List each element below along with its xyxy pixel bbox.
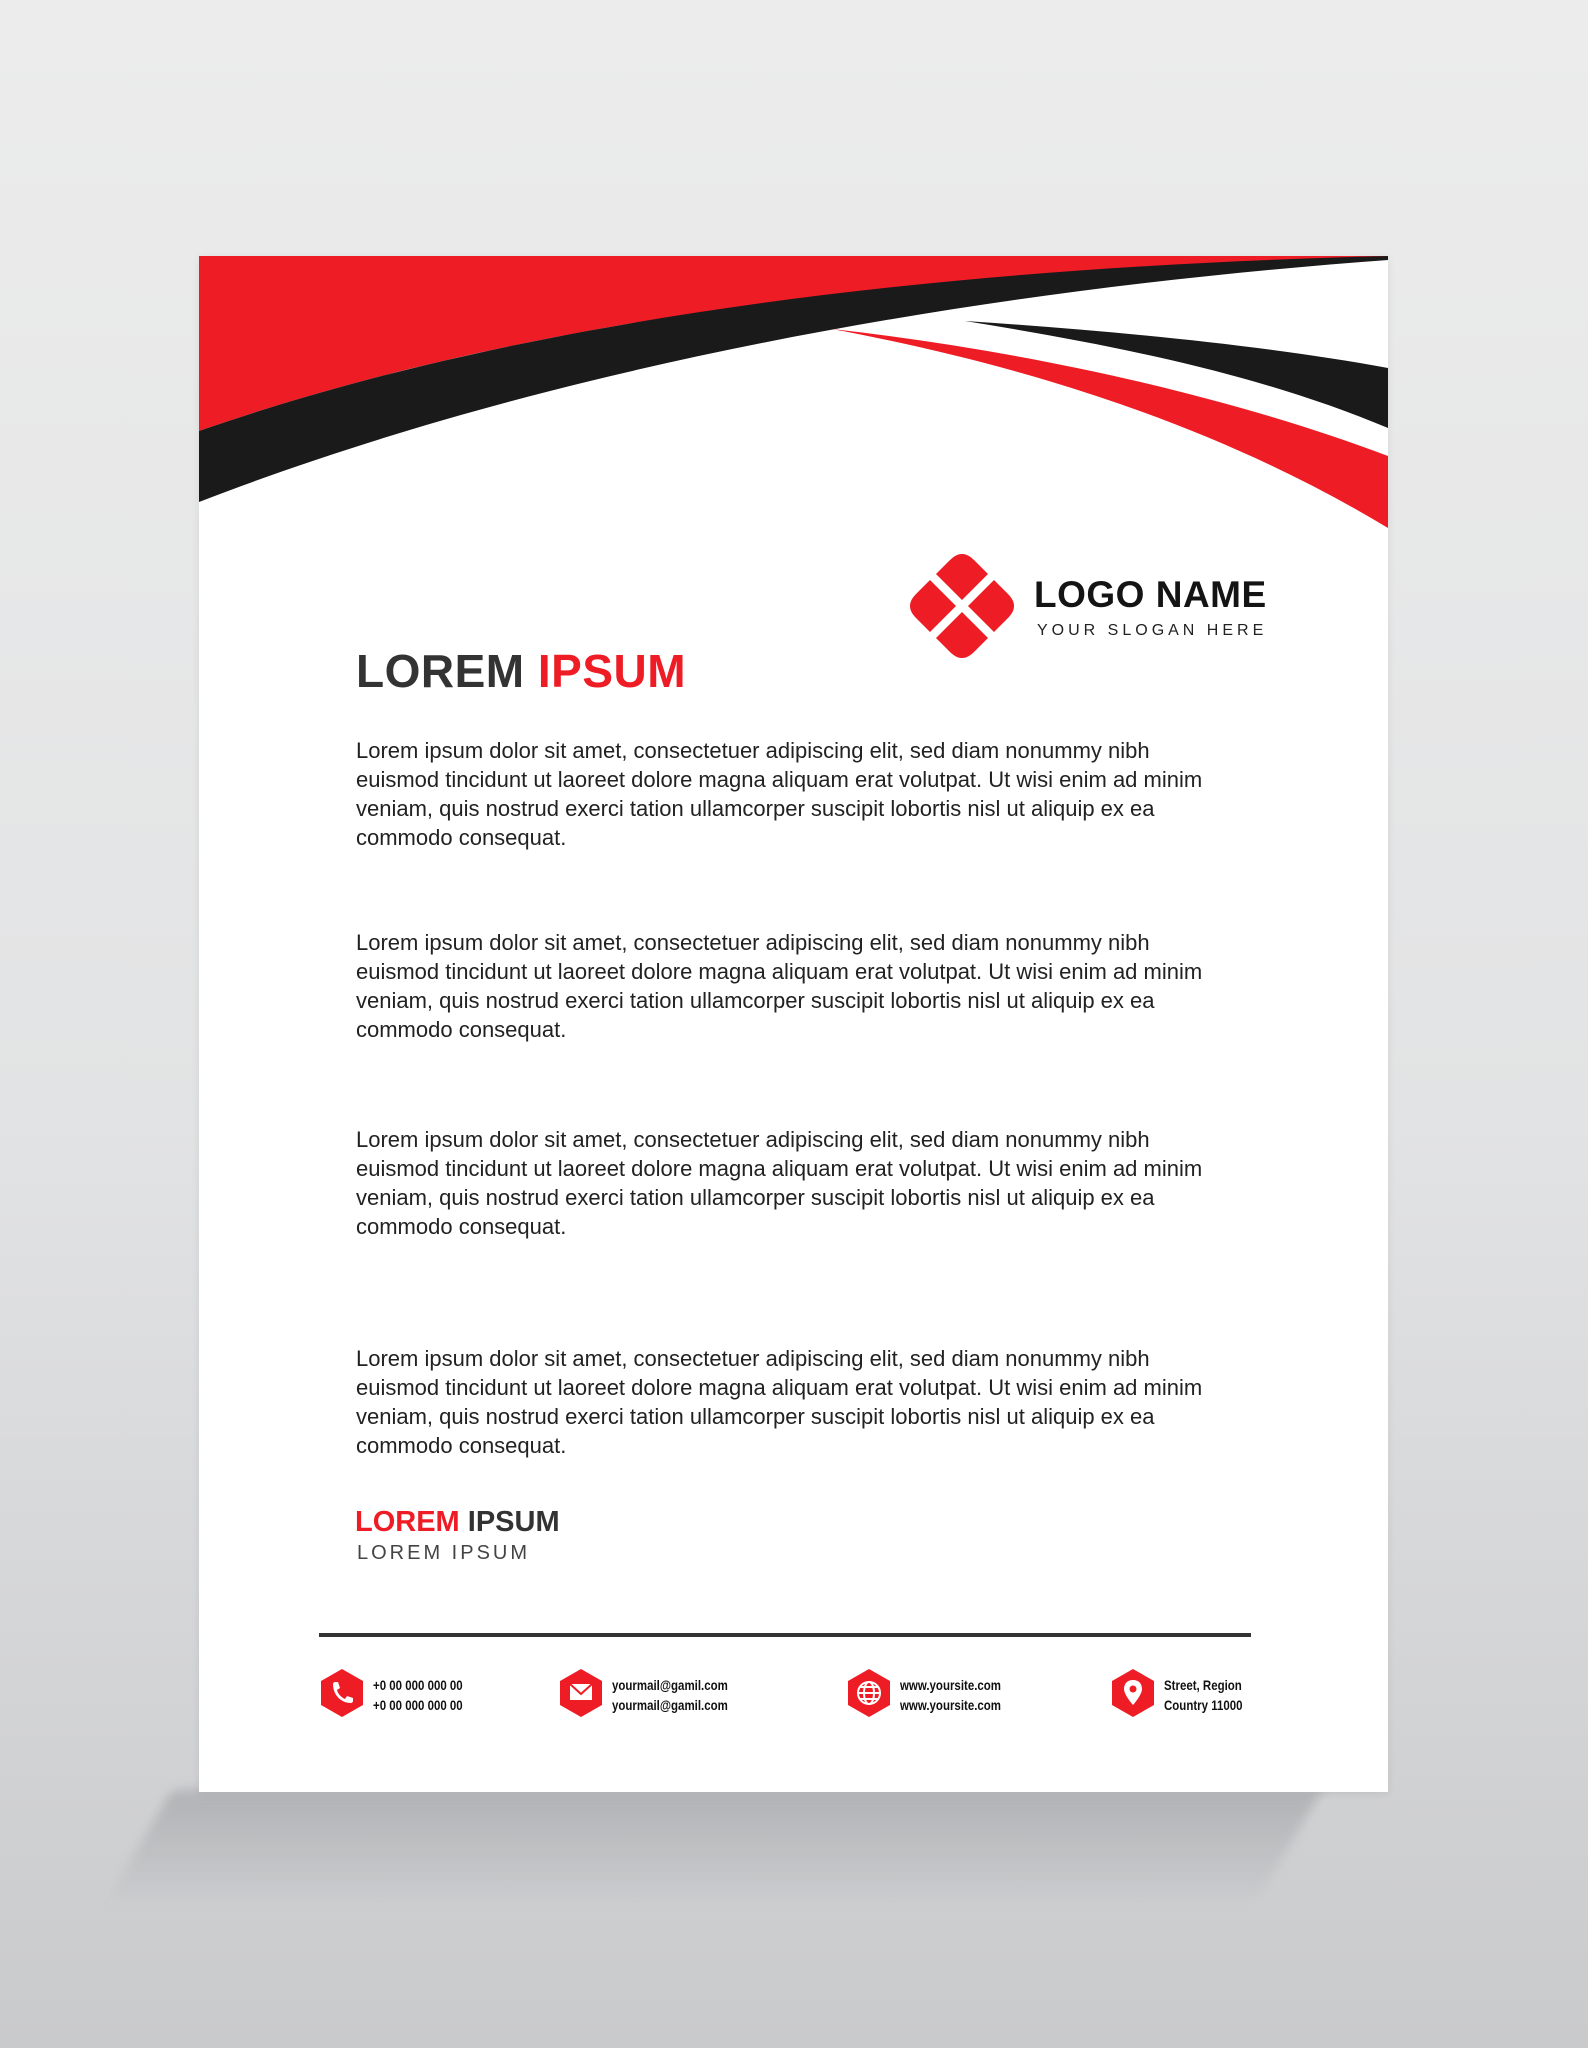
title-part-2: IPSUM bbox=[537, 645, 687, 697]
globe-icon bbox=[847, 1668, 891, 1718]
signature-name-part-2: IPSUM bbox=[467, 1506, 560, 1538]
address-line: Street, Region bbox=[1164, 1677, 1242, 1693]
location-pin-icon bbox=[1111, 1668, 1155, 1718]
address-line: Country 11000 bbox=[1164, 1697, 1243, 1713]
signature-role: LOREM IPSUM bbox=[357, 1542, 531, 1564]
phone-line: +0 00 000 000 00 bbox=[373, 1677, 463, 1693]
header-swoosh bbox=[199, 256, 1388, 536]
web-line: www.yoursite.com bbox=[900, 1677, 1002, 1693]
web-line: www.yoursite.com bbox=[900, 1697, 1002, 1713]
letterhead-sheet bbox=[199, 256, 1388, 1792]
signature-name-part-1: LOREM bbox=[355, 1506, 460, 1538]
signature-name bbox=[355, 1506, 560, 1539]
logo bbox=[910, 554, 1310, 664]
email-line: yourmail@gamil.com bbox=[612, 1677, 728, 1693]
logo-slogan: YOUR SLOGAN HERE bbox=[1037, 622, 1268, 639]
footer-divider bbox=[319, 1633, 1251, 1637]
body-paragraph: Lorem ipsum dolor sit amet, consectetuer adipiscing elit, sed diam nonummy nibh euismod tincidunt ut laoreet dolore magna aliquam erat volutpat. Ut wisi enim ad minim veniam, quis nostrud exerci tation ullamcorper suscipit lobortis nisl ut aliquip ex ea commodo consequat. bbox=[356, 738, 1203, 850]
logo-name: LOGO NAME bbox=[1034, 574, 1267, 615]
logo-mark-icon bbox=[910, 554, 1014, 658]
phone-line: +0 00 000 000 00 bbox=[373, 1697, 463, 1713]
email-line: yourmail@gamil.com bbox=[612, 1697, 728, 1713]
phone-icon bbox=[320, 1668, 364, 1718]
body-paragraph: Lorem ipsum dolor sit amet, consectetuer adipiscing elit, sed diam nonummy nibh euismod tincidunt ut laoreet dolore magna aliquam erat volutpat. Ut wisi enim ad minim veniam, quis nostrud exerci tation ullamcorper suscipit lobortis nisl ut aliquip ex ea commodo consequat. bbox=[356, 1127, 1203, 1239]
letter-title bbox=[356, 644, 686, 698]
body-paragraph: Lorem ipsum dolor sit amet, consectetuer adipiscing elit, sed diam nonummy nibh euismod tincidunt ut laoreet dolore magna aliquam erat volutpat. Ut wisi enim ad minim veniam, quis nostrud exerci tation ullamcorper suscipit lobortis nisl ut aliquip ex ea commodo consequat. bbox=[356, 1346, 1203, 1458]
body-paragraph: Lorem ipsum dolor sit amet, consectetuer adipiscing elit, sed diam nonummy nibh euismod tincidunt ut laoreet dolore magna aliquam erat volutpat. Ut wisi enim ad minim veniam, quis nostrud exerci tation ullamcorper suscipit lobortis nisl ut aliquip ex ea commodo consequat. bbox=[356, 930, 1203, 1042]
mail-icon bbox=[559, 1668, 603, 1718]
title-part-1: LOREM bbox=[356, 645, 525, 697]
sheet-shadow bbox=[108, 1790, 1322, 1900]
